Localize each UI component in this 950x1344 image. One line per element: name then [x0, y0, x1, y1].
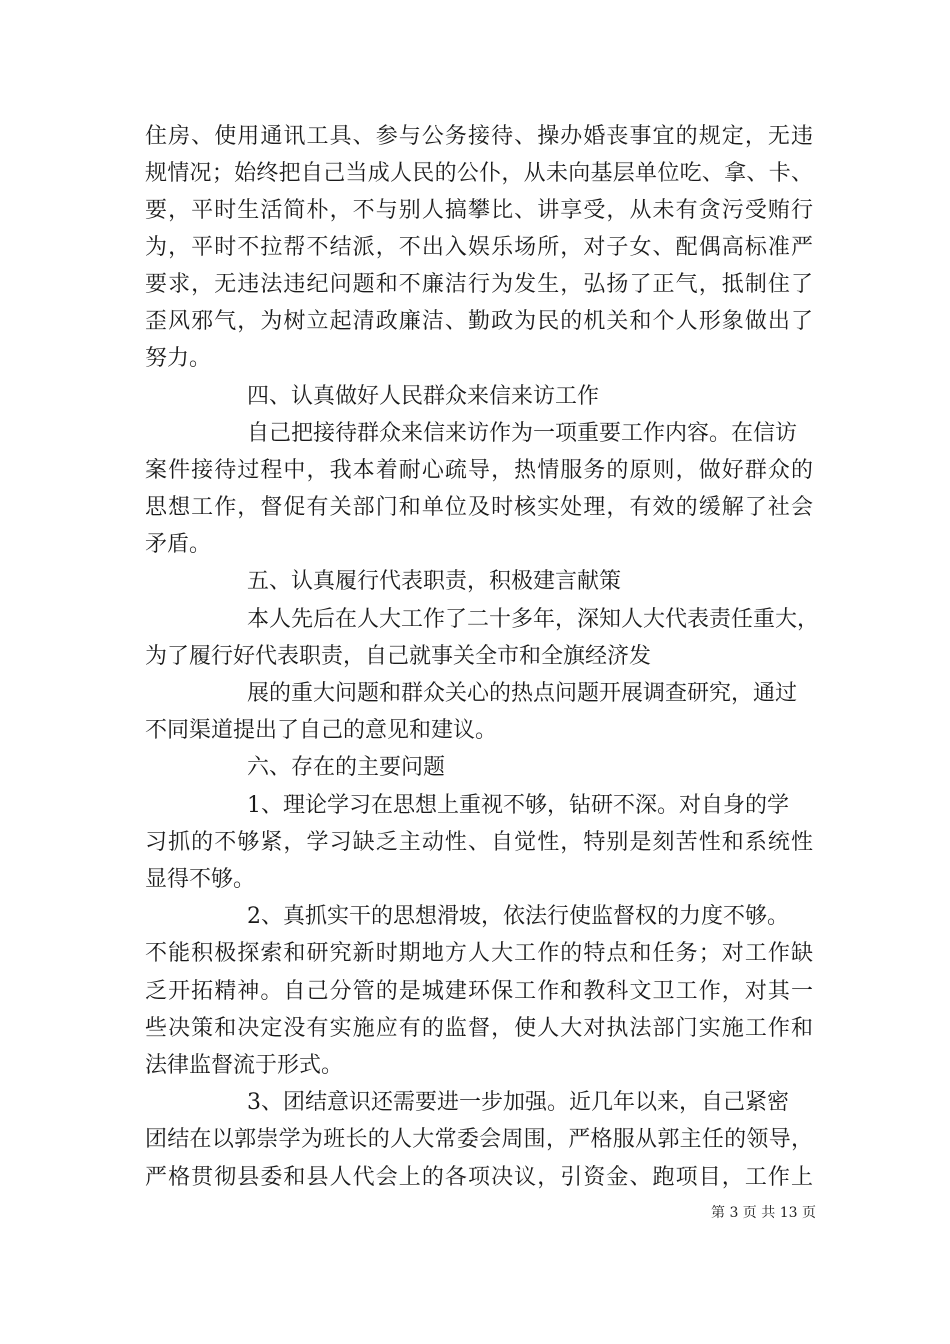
section-heading: 六、存在的主要问题	[247, 755, 446, 780]
text-line: 严格贯彻县委和县人代会上的各项决议，引资金、跑项目，工作上	[145, 1165, 813, 1190]
section-heading: 四、认真做好人民群众来信来访工作	[247, 384, 600, 409]
text-line: 不能积极探索和研究新时期地方人大工作的特点和任务；对工作缺	[145, 941, 813, 966]
text-line: 自己把接待群众来信来访作为一项重要工作内容。在信访	[247, 421, 798, 446]
text-line: 矛盾。	[145, 532, 212, 557]
text-line: 规情况；始终把自己当成人民的公仆，从未向基层单位吃、拿、卡、	[145, 161, 813, 186]
text-line: 1、理论学习在思想上重视不够，钻研不深。对自身的学	[247, 793, 789, 818]
text-line: 些决策和决定没有实施应有的监督，使人大对执法部门实施工作和	[145, 1016, 813, 1041]
text-line: 显得不够。	[145, 867, 256, 892]
section-heading: 五、认真履行代表职责，积极建言献策	[247, 569, 622, 594]
page-number: 第 3 页 共 13 页	[711, 1205, 816, 1221]
text-line: 住房、使用通讯工具、参与公务接待、操办婚丧事宜的规定，无违	[145, 124, 813, 149]
text-line: 努力。	[145, 346, 212, 371]
text-line: 不同渠道提出了自己的意见和建议。	[145, 718, 498, 743]
text-line: 为，平时不拉帮不结派，不出入娱乐场所，对子女、配偶高标准严	[145, 235, 813, 260]
text-line: 为了履行好代表职责，自己就事关全市和全旗经济发	[145, 644, 652, 669]
text-line: 团结在以郭崇学为班长的人大常委会周围，严格服从郭主任的领导，	[145, 1127, 813, 1152]
text-line: 法律监督流于形式。	[145, 1053, 344, 1078]
text-line: 乏开拓精神。自己分管的是城建环保工作和教科文卫工作，对其一	[145, 979, 813, 1004]
text-line: 2、真抓实干的思想滑坡，依法行使监督权的力度不够。	[247, 904, 789, 929]
text-line: 思想工作，督促有关部门和单位及时核实处理，有效的缓解了社会	[145, 495, 813, 520]
text-line: 要，平时生活简朴，不与别人搞攀比、讲享受，从未有贪污受贿行	[145, 198, 813, 223]
text-line: 歪风邪气，为树立起清政廉洁、勤政为民的机关和个人形象做出了	[145, 309, 813, 334]
text-line: 展的重大问题和群众关心的热点问题开展调查研究，通过	[247, 681, 798, 706]
text-line: 要求，无违法违纪问题和不廉洁行为发生，弘扬了正气，抵制住了	[145, 272, 813, 297]
text-line: 习抓的不够紧，学习缺乏主动性、自觉性，特别是刻苦性和系统性	[145, 830, 813, 855]
text-line: 3、团结意识还需要进一步加强。近几年以来，自己紧密	[247, 1090, 789, 1115]
text-line: 本人先后在人大工作了二十多年，深知人大代表责任重大，	[247, 607, 820, 632]
text-line: 案件接待过程中，我本着耐心疏导，热情服务的原则，做好群众的	[145, 458, 813, 483]
